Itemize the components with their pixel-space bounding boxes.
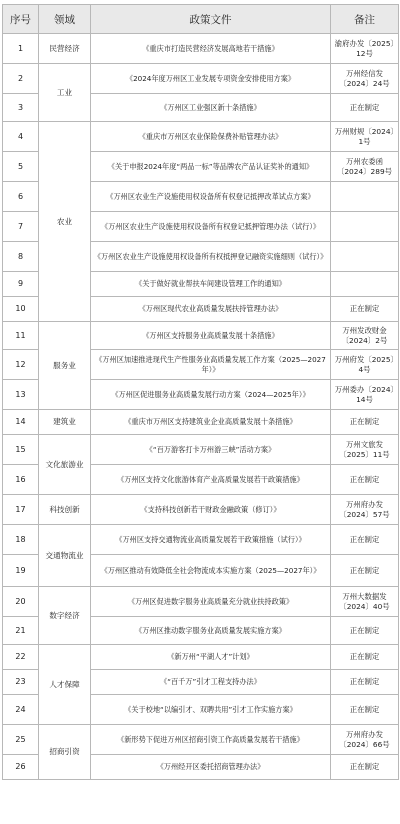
row-note: 正在制定 — [331, 670, 399, 695]
row-note: 正在制定 — [331, 94, 399, 122]
row-index: 1 — [3, 34, 39, 64]
row-document: 《万州区农业生产设施使用权设备所有权抵押登记融资实施细则（试行）》 — [91, 242, 331, 272]
row-field: 民营经济 — [39, 34, 91, 64]
row-document: 《万州区农业生产设施使用权设备所有权登记抵押管理办法（试行）》 — [91, 212, 331, 242]
row-note: 万州府办发〔2024〕57号 — [331, 495, 399, 525]
row-note: 万州文旅发〔2025〕11号 — [331, 435, 399, 465]
row-document: 《万州区促进服务业高质量发展行动方案（2024—2025年）》 — [91, 380, 331, 410]
row-note: 万州经信发〔2024〕24号 — [331, 64, 399, 94]
row-document: 《万州区支持文化旅游体育产业高质量发展若干政策措施》 — [91, 465, 331, 495]
policy-table — [2, 4, 399, 780]
row-document: 《关于校地“以编引才、双聘共用”引才工作实施方案》 — [91, 695, 331, 725]
row-document: 《万州区促进数字服务业高质量充分就业扶持政策》 — [91, 587, 331, 617]
row-document: 《重庆市万州区支持建筑业企业高质量发展十条措施》 — [91, 410, 331, 435]
row-field: 服务业 — [39, 322, 91, 410]
table-row — [3, 122, 399, 152]
row-index: 25 — [3, 725, 39, 755]
row-document: 《万州区加速推进现代生产性服务业高质量发展工作方案（2025—2027年）》 — [91, 350, 331, 380]
row-note: 正在制定 — [331, 297, 399, 322]
row-field: 人才保障 — [39, 645, 91, 725]
row-document: 《万州区农业生产设施使用权设备所有权登记抵押改革试点方案》 — [91, 182, 331, 212]
row-note — [331, 212, 399, 242]
row-field: 农业 — [39, 122, 91, 322]
row-field: 数字经济 — [39, 587, 91, 645]
row-document: 《2024年度万州区工业发展专项资金安排使用方案》 — [91, 64, 331, 94]
header-index: 序号 — [3, 5, 39, 34]
row-note: 万州农委函〔2024〕289号 — [331, 152, 399, 182]
header-row — [3, 5, 399, 34]
row-note: 正在制定 — [331, 645, 399, 670]
row-note: 万州府发〔2025〕4号 — [331, 350, 399, 380]
row-document: 《万州区支持服务业高质量发展十条措施》 — [91, 322, 331, 350]
row-note: 正在制定 — [331, 617, 399, 645]
row-document: 《重庆市万州区农业保险保费补贴管理办法》 — [91, 122, 331, 152]
row-index: 22 — [3, 645, 39, 670]
row-index: 14 — [3, 410, 39, 435]
row-note — [331, 242, 399, 272]
row-index: 13 — [3, 380, 39, 410]
row-field: 科技创新 — [39, 495, 91, 525]
row-document: 《万州区推动有效降低全社会物流成本实施方案（2025—2027年）》 — [91, 555, 331, 587]
row-index: 12 — [3, 350, 39, 380]
row-index: 18 — [3, 525, 39, 555]
table-row — [3, 725, 399, 755]
row-field: 招商引资 — [39, 725, 91, 780]
row-index: 7 — [3, 212, 39, 242]
row-index: 3 — [3, 94, 39, 122]
row-note: 正在制定 — [331, 465, 399, 495]
row-index: 15 — [3, 435, 39, 465]
header-document: 政策文件 — [91, 5, 331, 34]
row-document: 《万州区推动数字服务业高质量发展实施方案》 — [91, 617, 331, 645]
row-field: 交通物流业 — [39, 525, 91, 587]
row-note: 渝府办发〔2025〕12号 — [331, 34, 399, 64]
row-note: 正在制定 — [331, 555, 399, 587]
row-document: 《关于申报2024年度“两品一标”等品牌农产品认证奖补的通知》 — [91, 152, 331, 182]
row-note: 万州发改财金〔2024〕2号 — [331, 322, 399, 350]
row-note — [331, 272, 399, 297]
table-row — [3, 495, 399, 525]
table-row — [3, 64, 399, 94]
table-row — [3, 410, 399, 435]
table-row — [3, 34, 399, 64]
row-document: 《万州经开区委托招商管理办法》 — [91, 755, 331, 780]
row-document: 《支持科技创新若干财政金融政策（修订）》 — [91, 495, 331, 525]
row-index: 16 — [3, 465, 39, 495]
row-note: 万州委办〔2024〕14号 — [331, 380, 399, 410]
row-note: 正在制定 — [331, 525, 399, 555]
table-row — [3, 435, 399, 465]
header-field: 领域 — [39, 5, 91, 34]
row-field: 工业 — [39, 64, 91, 122]
row-index: 6 — [3, 182, 39, 212]
row-field: 文化旅游业 — [39, 435, 91, 495]
row-document: 《“百万游客打卡万州游三峡”活动方案》 — [91, 435, 331, 465]
row-note: 正在制定 — [331, 410, 399, 435]
row-index: 23 — [3, 670, 39, 695]
header-note: 备注 — [331, 5, 399, 34]
row-note: 万州大数据发〔2024〕40号 — [331, 587, 399, 617]
row-note: 万州财规〔2024〕1号 — [331, 122, 399, 152]
row-note: 正在制定 — [331, 755, 399, 780]
row-document: 《重庆市打造民营经济发展高地若干措施》 — [91, 34, 331, 64]
row-index: 17 — [3, 495, 39, 525]
row-document: 《“百千万”引才工程支持办法》 — [91, 670, 331, 695]
row-index: 26 — [3, 755, 39, 780]
row-index: 24 — [3, 695, 39, 725]
row-document: 《关于做好就业帮扶车间建设管理工作的通知》 — [91, 272, 331, 297]
row-document: 《万州区支持交通物流业高质量发展若干政策措施（试行）》 — [91, 525, 331, 555]
row-index: 9 — [3, 272, 39, 297]
row-index: 10 — [3, 297, 39, 322]
row-document: 《万州区现代农业高质量发展扶持管理办法》 — [91, 297, 331, 322]
row-field: 建筑业 — [39, 410, 91, 435]
row-note — [331, 182, 399, 212]
table-row — [3, 645, 399, 670]
row-index: 11 — [3, 322, 39, 350]
row-index: 5 — [3, 152, 39, 182]
row-document: 《万州区工业强区新十条措施》 — [91, 94, 331, 122]
row-index: 4 — [3, 122, 39, 152]
row-index: 20 — [3, 587, 39, 617]
row-index: 21 — [3, 617, 39, 645]
row-document: 《新万州“平湖人才”计划》 — [91, 645, 331, 670]
row-index: 8 — [3, 242, 39, 272]
row-note: 正在制定 — [331, 695, 399, 725]
table-row — [3, 525, 399, 555]
table-row — [3, 587, 399, 617]
row-note: 万州府办发〔2024〕66号 — [331, 725, 399, 755]
row-index: 2 — [3, 64, 39, 94]
row-document: 《新形势下促进万州区招商引资工作高质量发展若干措施》 — [91, 725, 331, 755]
table-row — [3, 322, 399, 350]
row-index: 19 — [3, 555, 39, 587]
